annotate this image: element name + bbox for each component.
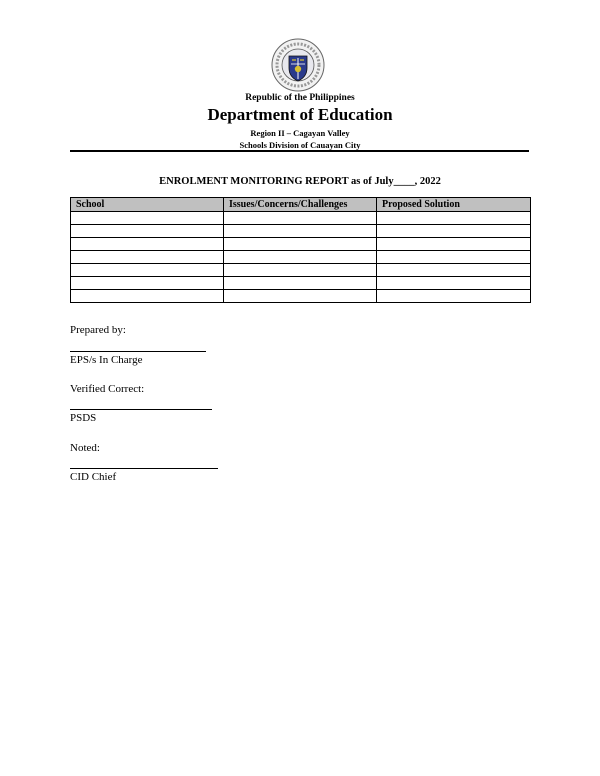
table-cell[interactable]	[224, 264, 377, 277]
prepared-by-label: Prepared by:	[70, 324, 126, 336]
report-title: ENROLMENT MONITORING REPORT as of July____, 2022	[159, 176, 441, 187]
table-cell[interactable]	[377, 264, 531, 277]
deped-seal-icon	[270, 37, 326, 93]
table-row	[71, 225, 531, 238]
table-cell[interactable]	[71, 225, 224, 238]
table-cell[interactable]	[224, 290, 377, 303]
table-row	[71, 264, 531, 277]
table-cell[interactable]	[224, 277, 377, 290]
noted-role: CID Chief	[70, 471, 117, 483]
table-cell[interactable]	[71, 277, 224, 290]
table-cell[interactable]	[377, 212, 531, 225]
table-cell[interactable]	[377, 225, 531, 238]
table-row	[71, 212, 531, 225]
table-header-row	[71, 198, 531, 212]
column-header-issues: Issues/Concerns/Challenges	[224, 198, 377, 212]
division-heading: Schools Division of Cauayan City	[239, 140, 361, 150]
table-cell[interactable]	[224, 225, 377, 238]
monitoring-table	[70, 197, 531, 303]
table-cell[interactable]	[71, 251, 224, 264]
noted-label: Noted:	[70, 442, 100, 454]
prepared-signature-line	[70, 351, 206, 352]
verified-role: PSDS	[70, 412, 97, 424]
table-row	[71, 290, 531, 303]
table-cell[interactable]	[71, 238, 224, 251]
table-cell[interactable]	[377, 290, 531, 303]
table-row	[71, 277, 531, 290]
prepared-role: EPS/s In Charge	[70, 354, 143, 366]
header-rule	[70, 150, 529, 152]
table-cell[interactable]	[224, 212, 377, 225]
table-cell[interactable]	[224, 238, 377, 251]
table-cell[interactable]	[71, 264, 224, 277]
table-row	[71, 251, 531, 264]
noted-signature-line	[70, 468, 218, 469]
department-heading: Department of Education	[207, 105, 393, 124]
verified-correct-label: Verified Correct:	[70, 383, 145, 395]
table-cell[interactable]	[377, 277, 531, 290]
table-cell[interactable]	[224, 251, 377, 264]
table-cell[interactable]	[377, 251, 531, 264]
verified-signature-line	[70, 409, 212, 410]
region-heading: Region II – Cagayan Valley	[250, 128, 350, 138]
column-header-school: School	[71, 198, 224, 212]
table-cell[interactable]	[377, 238, 531, 251]
republic-heading: Republic of the Philippines	[245, 93, 355, 103]
table-row	[71, 238, 531, 251]
column-header-solution: Proposed Solution	[377, 198, 531, 212]
table-cell[interactable]	[71, 290, 224, 303]
table-cell[interactable]	[71, 212, 224, 225]
